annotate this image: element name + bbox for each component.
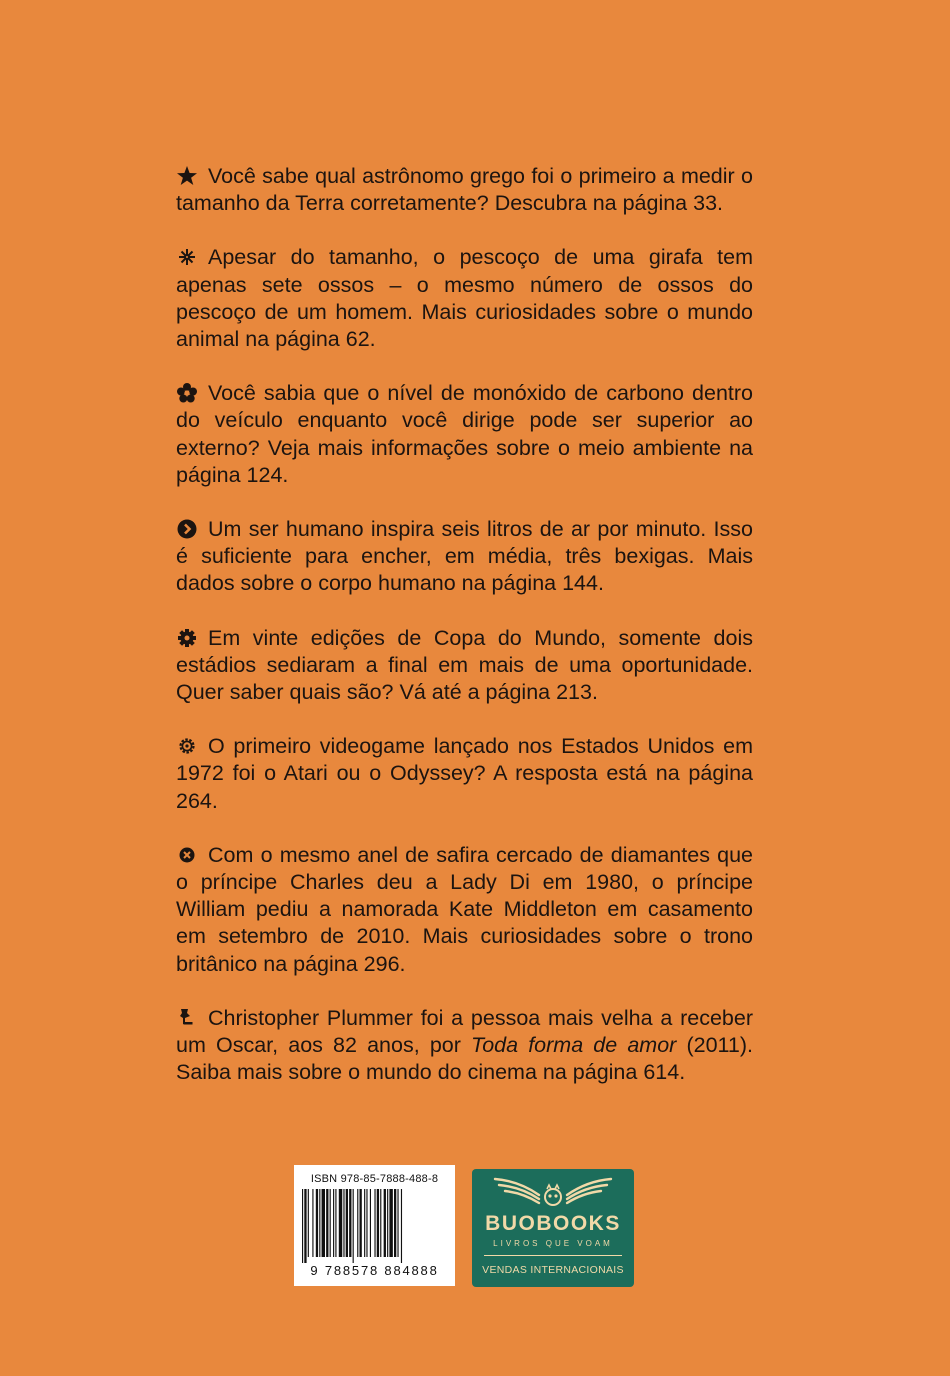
barcode-bar (330, 1189, 331, 1257)
barcode-bar (387, 1189, 388, 1257)
barcode-bar (346, 1189, 348, 1257)
fact-item: O primeiro videogame lançado nos Estados Unidos em 1972 foi o Atari ou o Odyssey? A resposta está na página 264. (176, 734, 753, 813)
fact-item: Você sabe qual astrônomo grego foi o primeiro a medir o tamanho da Terra corretamente? Descubra na página 33. (176, 164, 753, 216)
barcode-bar (366, 1189, 367, 1257)
publisher-tagline: LIVROS QUE VOAM (493, 1239, 613, 1248)
barcode-bar (316, 1189, 318, 1257)
barcode-bar (322, 1189, 325, 1257)
facts-list (176, 163, 753, 1113)
divider (484, 1255, 622, 1256)
barcode-bar (364, 1189, 365, 1257)
publisher-name: BUOBOOKS (485, 1212, 621, 1235)
barcode-bar (349, 1189, 351, 1257)
cog-icon (176, 735, 198, 757)
barcode-bar (304, 1189, 306, 1263)
barcode-bar (308, 1189, 309, 1257)
isbn-barcode (294, 1165, 455, 1286)
chevron-circle-icon (176, 518, 198, 540)
barcode-bar (384, 1189, 386, 1257)
barcode-bar (326, 1189, 328, 1257)
fact-item: Você sabia que o nível de monóxido de carbono dentro do veículo enquanto você dirige pode ser superior ao externo? Veja mais informações sobre o meio ambiente na página 124. (176, 381, 753, 487)
barcode-bar (377, 1189, 379, 1257)
barcode-bar (401, 1189, 402, 1263)
gear-icon (176, 627, 198, 649)
fact-item: Em vinte edições de Copa do Mundo, somente dois estádios sediaram a final em mais de uma oportunidade. Quer saber quais são? Vá até a página 213. (176, 625, 753, 705)
owl-wings-icon (489, 1171, 617, 1211)
pin-icon (176, 1007, 198, 1029)
barcode-bar (333, 1189, 334, 1257)
barcode-bar (312, 1189, 313, 1257)
barcode-digits: 9 788578 884888 (310, 1263, 439, 1278)
barcode-bar (370, 1189, 371, 1257)
snowflake-icon (176, 246, 198, 268)
star-icon (176, 165, 198, 187)
barcode-bar (335, 1189, 336, 1257)
fact-item: Christopher Plummer foi a pessoa mais velha a receber um Oscar, aos 82 anos, por Toda forma de amor (2011). Saiba mais sobre o mundo do cinema na página 614. (176, 1005, 754, 1085)
barcode-bar (394, 1189, 396, 1257)
barcode-bar (353, 1189, 354, 1263)
barcode-bars (300, 1189, 449, 1263)
barcode-bar (302, 1189, 303, 1263)
close-circle-icon (176, 844, 198, 866)
barcode-bar (374, 1189, 375, 1257)
barcode-bar (397, 1189, 398, 1257)
publisher-sales: VENDAS INTERNACIONAIS (482, 1264, 624, 1276)
barcode-bar (319, 1189, 320, 1257)
barcode-bar (343, 1189, 344, 1257)
isbn-label: ISBN 978-85-7888-488-8 (310, 1173, 439, 1185)
barcode-bar (380, 1189, 381, 1257)
fact-item: Um ser humano inspira seis litros de ar por minuto. Isso é suficiente para encher, em média, três bexigas. Mais dados sobre o corpo humano na página 144. (176, 517, 753, 596)
barcode-bar (339, 1189, 342, 1257)
barcode-bar (357, 1189, 358, 1257)
publisher-logo (472, 1169, 634, 1287)
fact-item: Apesar do tamanho, o pescoço de uma girafa tem apenas sete ossos – o mesmo número de ossos do pescoço de um homem. Mais curiosidades sobre o mundo animal na página 62. (176, 245, 753, 352)
flower-icon (176, 382, 198, 404)
barcode-bar (360, 1189, 362, 1257)
fact-item: Com o mesmo anel de safira cercado de diamantes que o príncipe Charles deu a Lady Di em 1980, o príncipe William pediu a namorada Kate Middleton em casamento em setembro de 2010. Mais curiosidades sobre o trono britânico na página 296. (176, 842, 753, 976)
barcode-bar (389, 1189, 392, 1257)
